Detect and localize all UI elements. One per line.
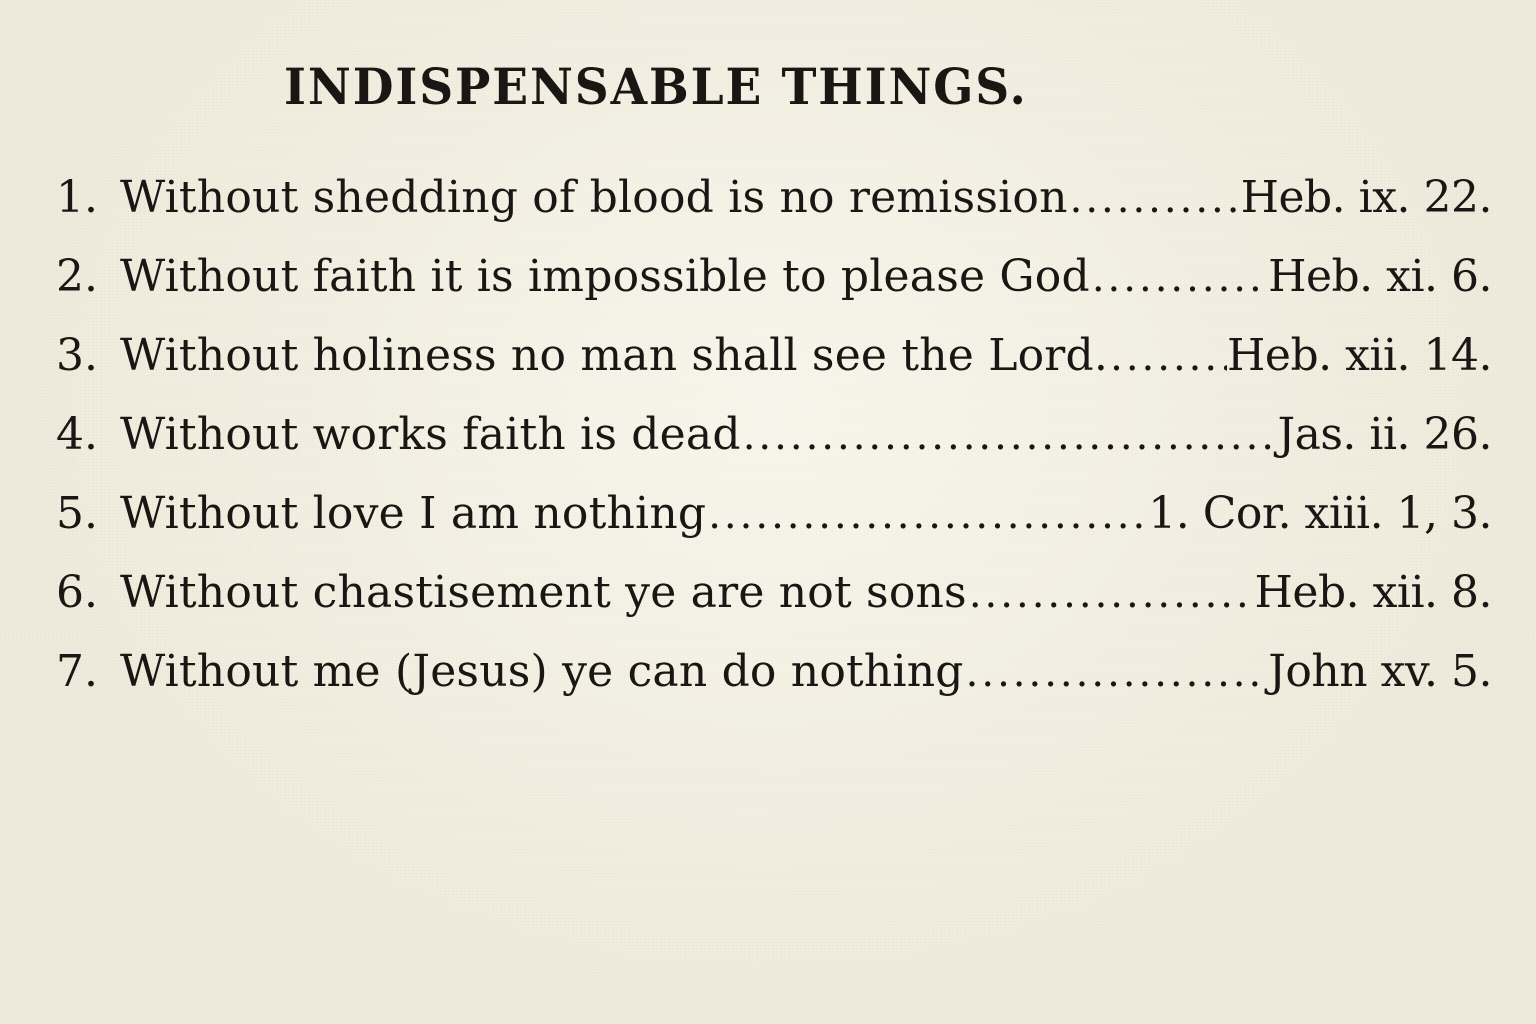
- dot-leader: [1090, 239, 1268, 318]
- item-number: 5.: [56, 488, 98, 539]
- list-item: [56, 316, 1492, 395]
- dot-leader: [1068, 160, 1241, 239]
- item-number: 3.: [56, 330, 98, 381]
- item-text: Without faith it is impossible to please God: [120, 251, 1090, 302]
- item-number: 6.: [56, 567, 98, 618]
- scripture-reference: Heb. ix. 22.: [1240, 172, 1492, 223]
- scripture-reference: Heb. xii. 8.: [1254, 567, 1492, 618]
- list-item: [56, 474, 1492, 553]
- list-item: [56, 395, 1492, 474]
- item-text: Without chastisement ye are not sons: [120, 567, 967, 618]
- dot-leader: [964, 634, 1269, 713]
- item-text: Without love I am nothing: [120, 488, 707, 539]
- list-item: [56, 237, 1492, 316]
- item-number: 4.: [56, 409, 98, 460]
- list-item: [56, 553, 1492, 632]
- scripture-reference: Heb. xi. 6.: [1268, 251, 1492, 302]
- entry-list: [56, 158, 1492, 711]
- scripture-reference: Heb. xii. 14.: [1227, 330, 1492, 381]
- item-number: 1.: [56, 172, 98, 223]
- dot-leader: [1108, 318, 1227, 397]
- scripture-reference: Jas. ii. 26.: [1277, 409, 1492, 460]
- list-item: [56, 632, 1492, 711]
- item-text: Without shedding of blood is no remission: [120, 172, 1068, 223]
- item-text: Without works faith is dead: [120, 409, 741, 460]
- dot-leader: [967, 555, 1255, 634]
- scripture-reference: 1. Cor. xiii. 1, 3.: [1148, 488, 1492, 539]
- item-number: 7.: [56, 646, 98, 697]
- list-item: [56, 158, 1492, 237]
- page-title: INDISPENSABLE THINGS.: [284, 57, 1028, 116]
- item-text: Without holiness no man shall see the Lord.: [120, 330, 1109, 381]
- scripture-reference: John xv. 5.: [1268, 646, 1492, 697]
- dot-leader: [706, 476, 1148, 555]
- item-number: 2.: [56, 251, 98, 302]
- dot-leader: [741, 397, 1278, 476]
- item-text: Without me (Jesus) ye can do nothing: [120, 646, 964, 697]
